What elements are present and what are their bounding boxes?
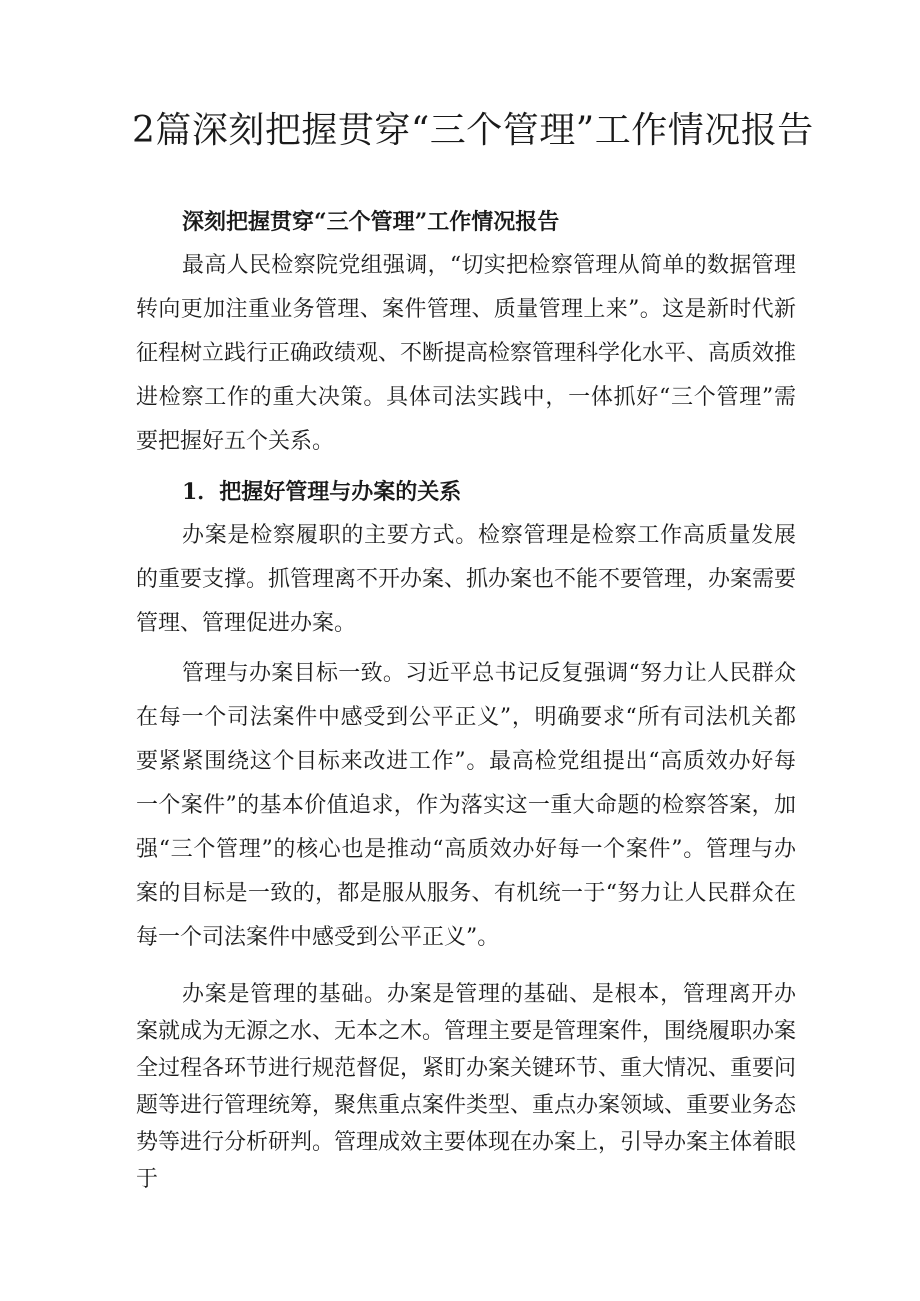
paragraph-1: 办案是检察履职的主要方式。检察管理是检察工作高质量发展的重要支撑。抓管理离不开办案、抓办案也不能不要管理，办案需要管理、管理促进办案。 bbox=[136, 523, 797, 636]
document-body bbox=[136, 200, 796, 1198]
section-1-heading: 1．把握好管理与办案的关系 bbox=[182, 479, 462, 505]
document-subtitle: 深刻把握贯穿“三个管理”工作情况报告 bbox=[182, 209, 560, 235]
paragraph-3: 办案是管理的基础。办案是管理的基础、是根本，管理离开办案就成为无源之水、无本之木。管理主要是管理案件，围绕履职办案全过程各环节进行规范督促，紧盯办案关键环节、重大情况、重要问题等进行管理统筹，聚焦重点案件类型、重点办案领域、重要业务态势等进行分析研判。管理成效主要体现在办案上，引导办案主体着眼于 bbox=[136, 982, 797, 1192]
document-title: 2篇深刻把握贯穿“三个管理”工作情况报告 bbox=[132, 110, 814, 151]
intro-paragraph: 最高人民检察院党组强调，“切实把检察管理从简单的数据管理转向更加注重业务管理、案件管理、质量管理上来”。这是新时代新征程树立践行正确政绩观、不断提高检察管理科学化水平、高质效推进检察工作的重大决策。具体司法实践中，一体抓好“三个管理”需要把握好五个关系。 bbox=[136, 253, 797, 454]
paragraph-2: 管理与办案目标一致。习近平总书记反复强调“努力让人民群众在每一个司法案件中感受到公平正义”，明确要求“所有司法机关都要紧紧围绕这个目标来改进工作”。最高检党组提出“高质效办好每一个案件”的基本价值追求，作为落实这一重大命题的检察答案，加强“三个管理”的核心也是推动“高质效办好每一个案件”。管理与办案的目标是一致的，都是服从服务、有机统一于“努力让人民群众在每一个司法案件中感受到公平正义”。 bbox=[136, 661, 796, 950]
